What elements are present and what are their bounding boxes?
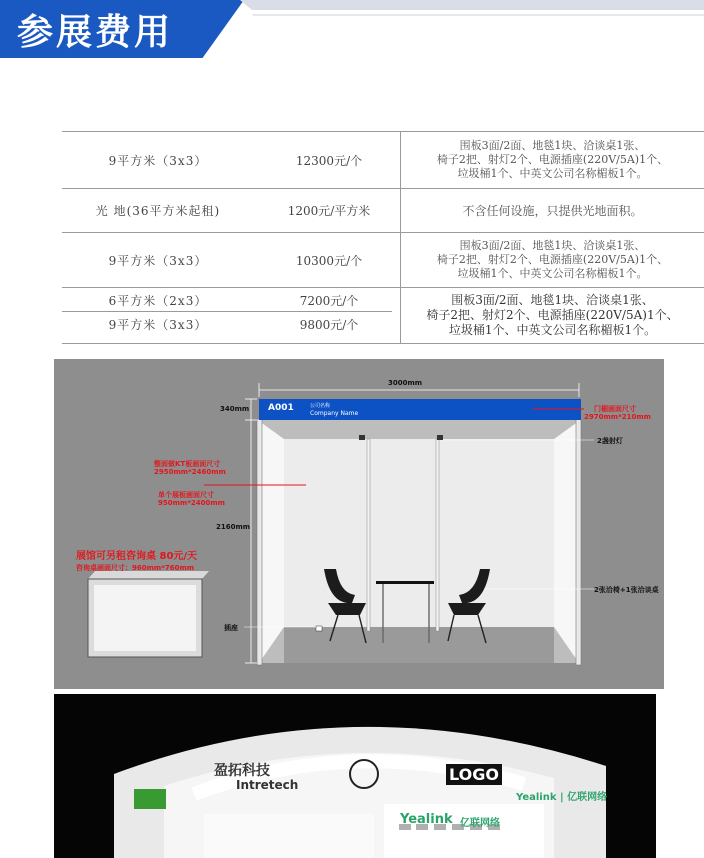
booth-size: 9平方米（3x3） (108, 253, 208, 268)
booth-photo-illustration (54, 694, 656, 858)
booth-price: 1200元/平方米 (287, 204, 371, 218)
booth-price: 9800元/个 (299, 317, 359, 332)
booth-diagram (54, 359, 664, 689)
booth-description: 围板3面/2面、地毯1块、洽谈桌1张、 椅子2把、射灯2个、电源插座(220V/5A)1个、 垃圾桶1个、中英文公司名称楣板1个。 (436, 239, 669, 280)
booth-description: 围板3面/2面、地毯1块、洽谈桌1张、 椅子2把、射灯2个、电源插座(220V/5A)1个、 垃圾桶1个、中英文公司名称楣板1个。 (436, 139, 669, 180)
fascia-company-en: Company Name (310, 410, 359, 417)
table-row (62, 232, 704, 287)
booth-size: 9平方米（3x3） (108, 153, 208, 168)
kt-board-label: 整面做KT板画面尺寸 (154, 460, 221, 468)
yealink-logo: Yealink (400, 812, 453, 827)
spotlight-label: 2盏射灯 (597, 437, 623, 445)
counter-size-label: 咨询桌画面尺寸：960mm*760mm (76, 564, 195, 572)
fascia-size-value: 2970mm*210mm (584, 413, 651, 421)
price-table (62, 131, 704, 344)
fascia-company-cn: 公司名称 (310, 403, 331, 409)
booth-size: 光 地(36平方米起租) (95, 204, 221, 218)
rent-counter-label: 展馆可另租咨询桌 80元/天 (76, 551, 198, 562)
header-stripe (222, 0, 704, 58)
wall-height-dimension: 2160mm (216, 523, 251, 531)
yealink-side-logo: Yealink | 亿联网络 (516, 792, 608, 803)
fascia-height-dimension: 340mm (220, 405, 250, 413)
kt-board-value: 2950mm*2460mm (154, 468, 226, 476)
booth-price: 7200元/个 (299, 293, 359, 308)
booth-size: 6平方米（2x3） (108, 293, 208, 308)
single-panel-label: 单个展板画面尺寸 (158, 491, 214, 499)
socket-label: 插座 (224, 624, 238, 632)
booth-description: 围板3面/2面、地毯1块、洽谈桌1张、 椅子2把、射灯2个、电源插座(220V/5A)1个、 垃圾桶1个、中英文公司名称楣板1个。 (426, 293, 679, 337)
intretech-logo-en: Intretech (236, 778, 299, 792)
yealink-logo-cn: 亿联网络 (460, 818, 500, 829)
single-panel-value: 950mm*2400mm (158, 499, 225, 507)
page-title: 参展费用 (17, 12, 174, 53)
intretech-logo-cn: 盈拓科技 (214, 763, 270, 779)
table-row (62, 287, 704, 344)
booth-price: 10300元/个 (295, 253, 363, 268)
furniture-label: 2张洽椅+1张洽谈桌 (594, 586, 659, 594)
booth-price: 12300元/个 (295, 153, 363, 168)
logo-placeholder: LOGO (446, 764, 502, 785)
booth-illustration (54, 359, 664, 689)
booth-photo (54, 694, 656, 858)
booth-description: 不含任何设施，只提供光地面积。 (462, 203, 643, 218)
fascia-size-label: 门楣画面尺寸 (594, 405, 636, 413)
table-row (62, 131, 704, 188)
booth-size: 9平方米（3x3） (108, 317, 208, 332)
table-row (62, 188, 704, 232)
width-dimension: 3000mm (388, 379, 423, 387)
fascia-code: A001 (268, 403, 294, 413)
